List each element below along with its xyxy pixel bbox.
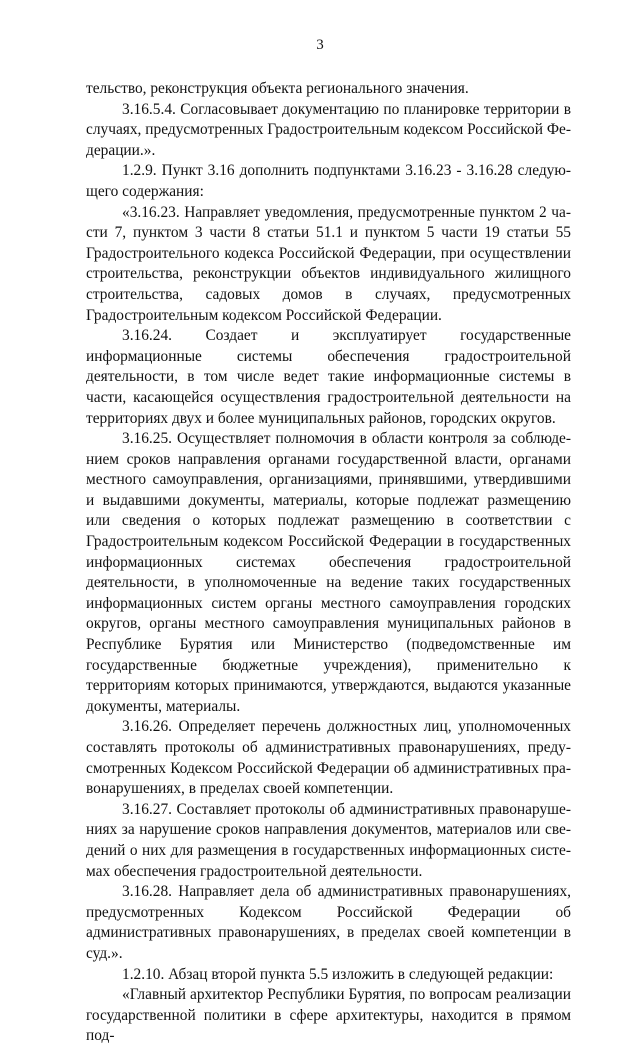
paragraph: 3.16.25. Осуществляет полномочия в области контроля за соблюдением сроков направления органами государственной власти, органами местного самоуправления, организациями, принявшими, утвердившими и выдавшими документы, материалы, которые подлежат размещению или сведения о которых подлежат размещению в соответствии с Градостроительным кодексом Российской Федерации в государственных информационных системах обеспечения градостроительной деятельности, в уполномоченные на ведение таких государственных информационных систем органы местного самоуправления городских округов, органы местного самоуправления муниципальных районов в Республике Бурятия или Министерство (подведомственные им государственные бюджетные учреждения), применительно к территориям которых принимаются, утверждаются, выдаются указанные документы, материалы. <box>86 430 571 715</box>
page-number: 3 <box>316 37 324 53</box>
paragraph: 3.16.28. Направляет дела об административных правонарушениях, предусмотренных Кодексом Российской Федерации об административных правонарушениях, в пределах своей компетенции в суд.». <box>86 883 571 962</box>
paragraph: «Главный архитектор Республики Бурятия, по вопросам реализации государственной политики в сфере архитектуры, находится в прямом под- <box>86 986 571 1045</box>
paragraph: 3.16.24. Создает и эксплуатирует государственные информационные системы обеспечения градостроительной деятельности, в том числе ведет такие информационные системы в части, касающейся осуществления градостроительной деятельности на территориях двух и более муниципальных районов, городских округов. <box>86 327 571 427</box>
paragraph: 1.2.9. Пункт 3.16 дополнить подпунктами 3.16.23 - 3.16.28 следующего содержания: <box>86 162 571 200</box>
paragraph: «3.16.23. Направляет уведомления, предусмотренные пунктом 2 части 7, пунктом 3 части 8 статьи 51.1 и пунктом 5 части 19 статьи 55 Градостроительного кодекса Российской Федерации, при осуществлении строительства, реконструкции объектов индивидуального жилищного строительства, садовых домов в случаях, предусмотренных Градостроительным кодексом Российской Федерации. <box>86 203 571 324</box>
paragraph: 3.16.27. Составляет протоколы об административных правонарушениях за нарушение сроков направления документов, материалов или сведений о них для размещения в государственных информационных системах обеспечения градостроительной деятельности. <box>86 800 571 880</box>
paragraph: 3.16.5.4. Согласовывает документацию по планировке территории в случаях, предусмотренных Градостроительным кодексом Российской Федерации.». <box>86 100 571 159</box>
document-body <box>86 79 571 1047</box>
paragraph: 1.2.10. Абзац второй пункта 5.5 изложить в следующей редакции: <box>122 965 554 983</box>
paragraph: 3.16.26. Определяет перечень должностных лиц, уполномоченных составлять протоколы об административных правонарушениях, предусмотренных Кодексом Российской Федерации об административных правонарушениях, в пределах своей компетенции. <box>86 718 571 798</box>
paragraph: тельство, реконструкция объекта регионального значения. <box>86 80 469 97</box>
